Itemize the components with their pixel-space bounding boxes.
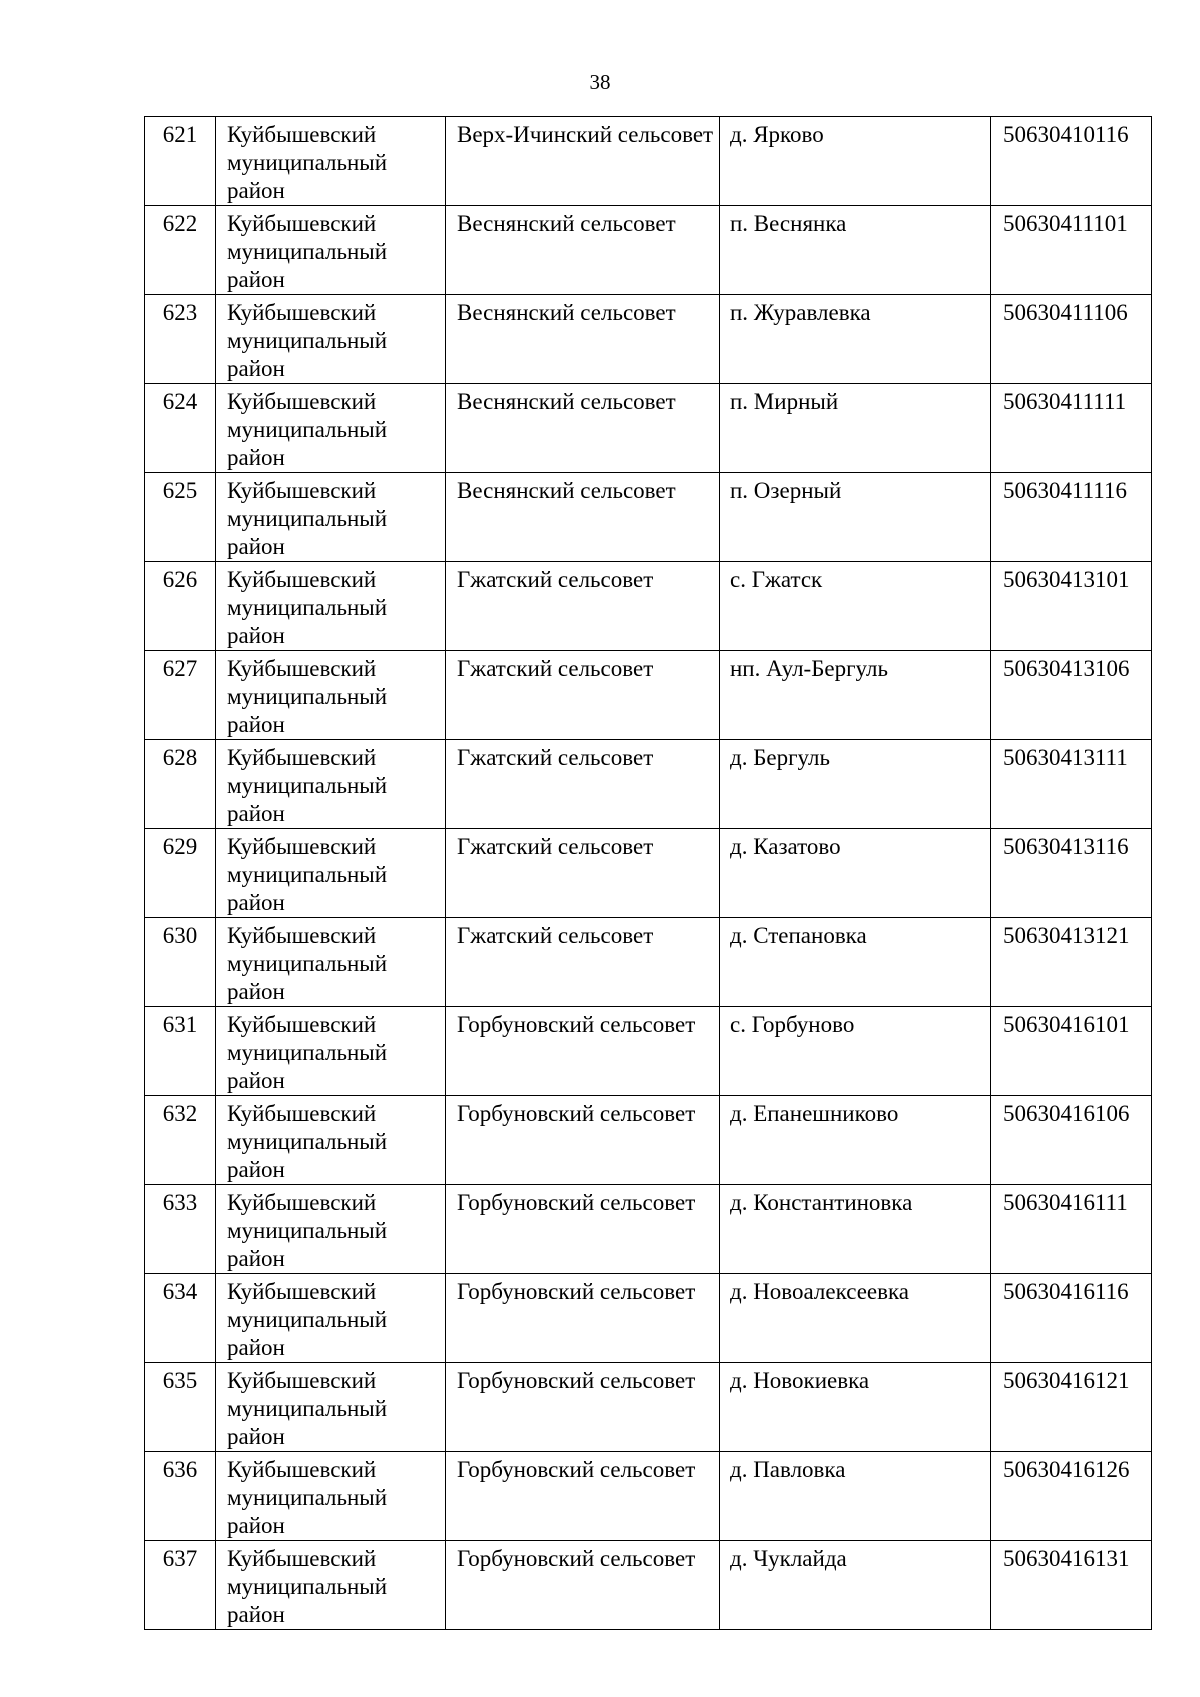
- table-body: [145, 117, 1152, 1630]
- council-cell: Гжатский сельсовет: [446, 829, 720, 918]
- settlement-cell: д. Новоалексеевка: [720, 1274, 991, 1363]
- oktmo-code-cell: 50630416126: [991, 1452, 1152, 1541]
- table-row: [145, 295, 1152, 384]
- oktmo-code-cell: 50630410116: [991, 117, 1152, 206]
- row-number-cell: 632: [145, 1096, 216, 1185]
- row-number-cell: 631: [145, 1007, 216, 1096]
- table-row: [145, 1541, 1152, 1630]
- district-cell: Куйбышевский муниципальный район: [216, 829, 446, 918]
- settlement-cell: д. Павловка: [720, 1452, 991, 1541]
- table-row: [145, 740, 1152, 829]
- table-row: [145, 1452, 1152, 1541]
- settlement-cell: д. Новокиевка: [720, 1363, 991, 1452]
- table-row: [145, 1007, 1152, 1096]
- oktmo-code-cell: 50630411116: [991, 473, 1152, 562]
- council-cell: Горбуновский сельсовет: [446, 1363, 720, 1452]
- council-cell: Веснянский сельсовет: [446, 206, 720, 295]
- oktmo-code-cell: 50630411111: [991, 384, 1152, 473]
- row-number-cell: 629: [145, 829, 216, 918]
- settlement-cell: д. Ярково: [720, 117, 991, 206]
- oktmo-code-cell: 50630413121: [991, 918, 1152, 1007]
- settlement-cell: д. Степановка: [720, 918, 991, 1007]
- settlement-cell: д. Епанешниково: [720, 1096, 991, 1185]
- district-cell: Куйбышевский муниципальный район: [216, 918, 446, 1007]
- settlement-cell: п. Мирный: [720, 384, 991, 473]
- oktmo-code-cell: 50630411106: [991, 295, 1152, 384]
- oktmo-code-cell: 50630411101: [991, 206, 1152, 295]
- settlement-cell: д. Бергуль: [720, 740, 991, 829]
- district-cell: Куйбышевский муниципальный район: [216, 384, 446, 473]
- oktmo-code-cell: 50630416106: [991, 1096, 1152, 1185]
- council-cell: Гжатский сельсовет: [446, 740, 720, 829]
- council-cell: Веснянский сельсовет: [446, 384, 720, 473]
- council-cell: Веснянский сельсовет: [446, 295, 720, 384]
- council-cell: Горбуновский сельсовет: [446, 1096, 720, 1185]
- row-number-cell: 623: [145, 295, 216, 384]
- settlement-cell: д. Чуклайда: [720, 1541, 991, 1630]
- council-cell: Горбуновский сельсовет: [446, 1452, 720, 1541]
- district-cell: Куйбышевский муниципальный район: [216, 740, 446, 829]
- oktmo-code-cell: 50630416121: [991, 1363, 1152, 1452]
- table-row: [145, 206, 1152, 295]
- oktmo-code-cell: 50630413116: [991, 829, 1152, 918]
- table-row: [145, 562, 1152, 651]
- row-number-cell: 627: [145, 651, 216, 740]
- council-cell: Веснянский сельсовет: [446, 473, 720, 562]
- council-cell: Горбуновский сельсовет: [446, 1541, 720, 1630]
- district-cell: Куйбышевский муниципальный район: [216, 1452, 446, 1541]
- row-number-cell: 636: [145, 1452, 216, 1541]
- row-number-cell: 630: [145, 918, 216, 1007]
- oktmo-code-cell: 50630416111: [991, 1185, 1152, 1274]
- table-row: [145, 384, 1152, 473]
- row-number-cell: 633: [145, 1185, 216, 1274]
- district-cell: Куйбышевский муниципальный район: [216, 117, 446, 206]
- district-cell: Куйбышевский муниципальный район: [216, 206, 446, 295]
- council-cell: Гжатский сельсовет: [446, 918, 720, 1007]
- settlement-cell: с. Гжатск: [720, 562, 991, 651]
- council-cell: Верх-Ичинский сельсовет: [446, 117, 720, 206]
- oktmo-code-cell: 50630416116: [991, 1274, 1152, 1363]
- row-number-cell: 621: [145, 117, 216, 206]
- row-number-cell: 625: [145, 473, 216, 562]
- table-row: [145, 1363, 1152, 1452]
- table-row: [145, 918, 1152, 1007]
- settlement-cell: нп. Аул-Бергуль: [720, 651, 991, 740]
- table-row: [145, 117, 1152, 206]
- settlement-cell: п. Журавлевка: [720, 295, 991, 384]
- council-cell: Гжатский сельсовет: [446, 651, 720, 740]
- oktmo-code-cell: 50630416101: [991, 1007, 1152, 1096]
- row-number-cell: 624: [145, 384, 216, 473]
- table-row: [145, 1274, 1152, 1363]
- district-cell: Куйбышевский муниципальный район: [216, 651, 446, 740]
- row-number-cell: 637: [145, 1541, 216, 1630]
- table-row: [145, 473, 1152, 562]
- row-number-cell: 634: [145, 1274, 216, 1363]
- settlement-cell: д. Константиновка: [720, 1185, 991, 1274]
- district-cell: Куйбышевский муниципальный район: [216, 473, 446, 562]
- oktmo-code-cell: 50630413101: [991, 562, 1152, 651]
- oktmo-code-cell: 50630413111: [991, 740, 1152, 829]
- table-row: [145, 1096, 1152, 1185]
- district-cell: Куйбышевский муниципальный район: [216, 1007, 446, 1096]
- district-cell: Куйбышевский муниципальный район: [216, 1274, 446, 1363]
- row-number-cell: 628: [145, 740, 216, 829]
- row-number-cell: 635: [145, 1363, 216, 1452]
- page-number: 38: [589, 70, 611, 94]
- council-cell: Горбуновский сельсовет: [446, 1185, 720, 1274]
- council-cell: Гжатский сельсовет: [446, 562, 720, 651]
- row-number-cell: 626: [145, 562, 216, 651]
- district-cell: Куйбышевский муниципальный район: [216, 1096, 446, 1185]
- district-cell: Куйбышевский муниципальный район: [216, 1363, 446, 1452]
- council-cell: Горбуновский сельсовет: [446, 1274, 720, 1363]
- district-cell: Куйбышевский муниципальный район: [216, 562, 446, 651]
- council-cell: Горбуновский сельсовет: [446, 1007, 720, 1096]
- oktmo-code-cell: 50630413106: [991, 651, 1152, 740]
- settlements-table: [144, 116, 1152, 1630]
- settlement-cell: п. Веснянка: [720, 206, 991, 295]
- settlement-cell: д. Казатово: [720, 829, 991, 918]
- oktmo-code-cell: 50630416131: [991, 1541, 1152, 1630]
- settlement-cell: с. Горбуново: [720, 1007, 991, 1096]
- table-row: [145, 651, 1152, 740]
- table-row: [145, 829, 1152, 918]
- row-number-cell: 622: [145, 206, 216, 295]
- district-cell: Куйбышевский муниципальный район: [216, 1185, 446, 1274]
- district-cell: Куйбышевский муниципальный район: [216, 1541, 446, 1630]
- settlement-cell: п. Озерный: [720, 473, 991, 562]
- table-row: [145, 1185, 1152, 1274]
- district-cell: Куйбышевский муниципальный район: [216, 295, 446, 384]
